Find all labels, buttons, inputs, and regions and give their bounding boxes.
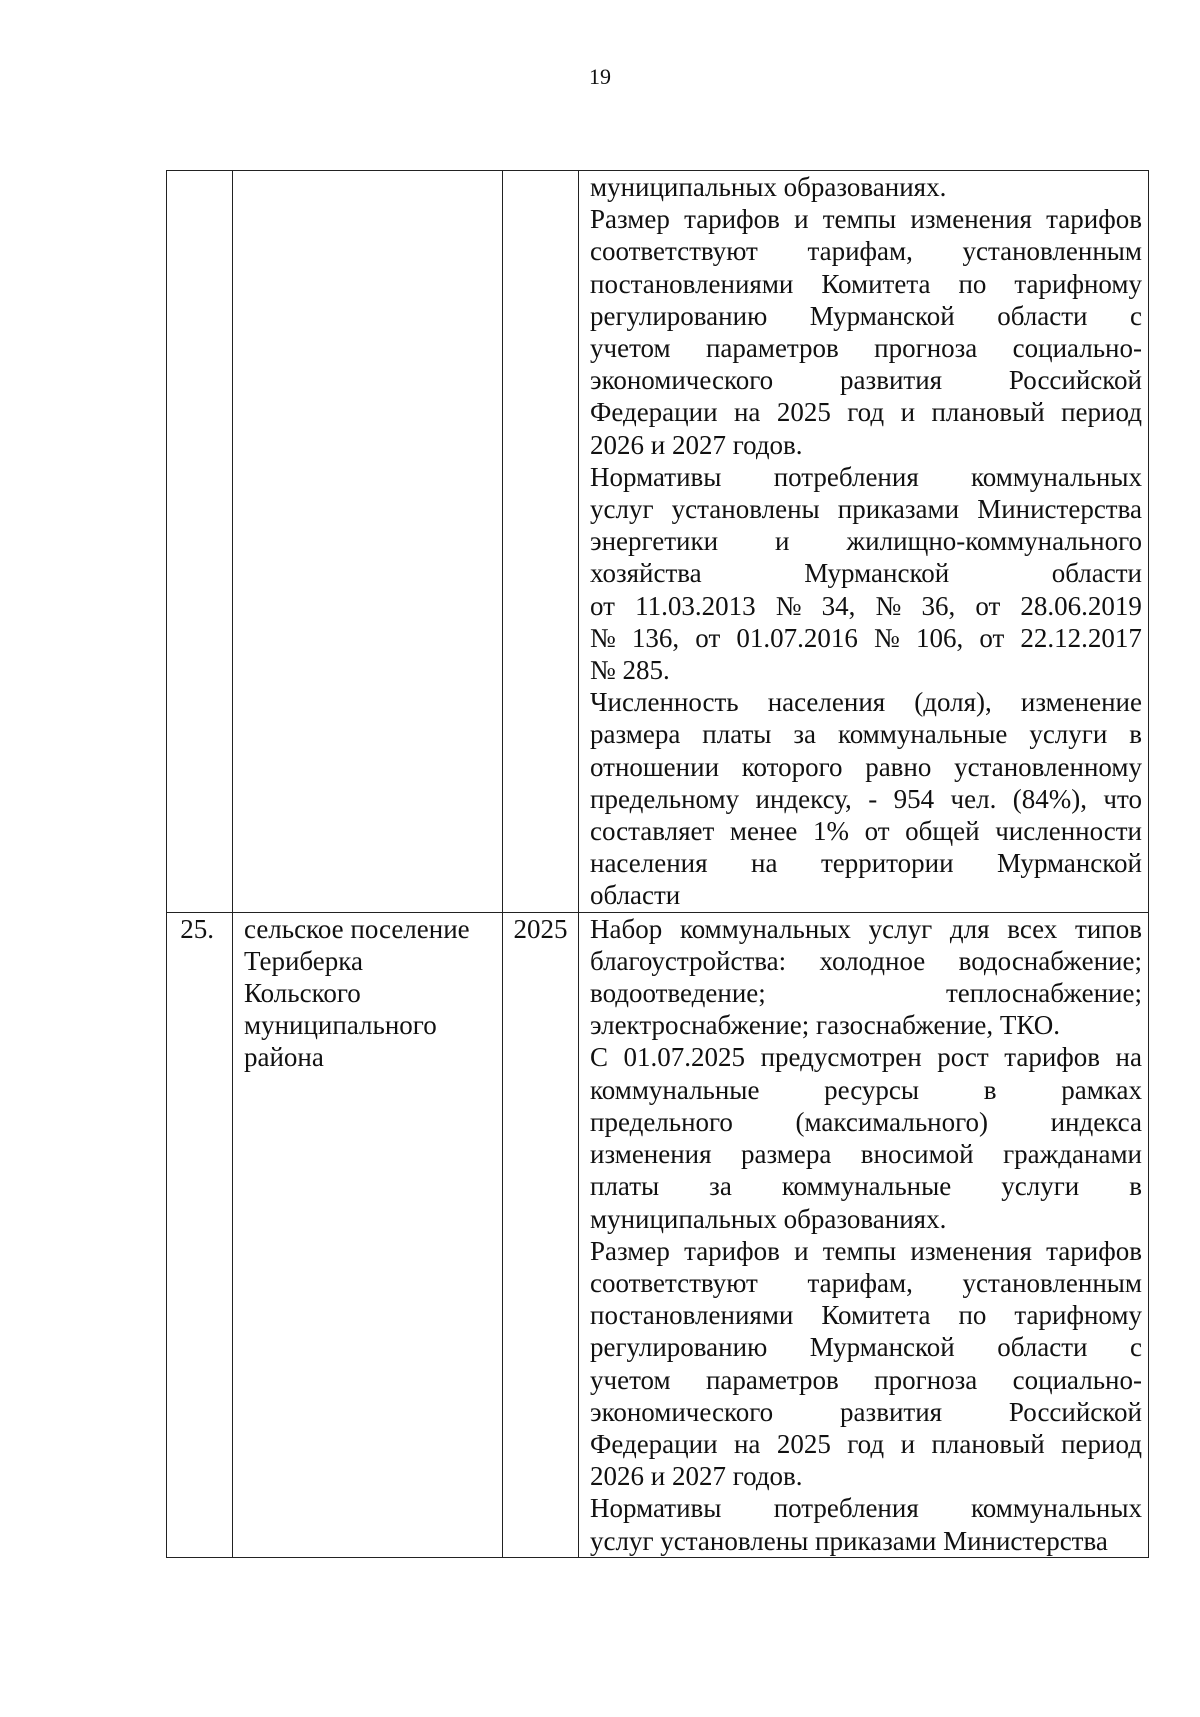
description-word: изменения bbox=[910, 204, 1032, 235]
description-line bbox=[590, 235, 1142, 267]
description-word: индекса bbox=[1050, 1106, 1142, 1137]
description-word: Министерства bbox=[977, 494, 1142, 525]
description-word: и bbox=[900, 1428, 916, 1459]
description-word: 106, bbox=[915, 622, 964, 653]
description-word: Мурманской bbox=[997, 848, 1142, 879]
description-word: на bbox=[733, 1428, 761, 1459]
description-line bbox=[590, 1203, 1142, 1235]
description-word: на bbox=[751, 848, 778, 879]
description-word: в bbox=[1129, 719, 1142, 750]
description-word: - bbox=[868, 783, 878, 814]
description-paragraph bbox=[590, 1041, 1142, 1234]
description-word: коммунальные bbox=[590, 1074, 760, 1105]
description-word: коммунальных bbox=[679, 913, 851, 944]
description-word: составляет bbox=[590, 816, 715, 847]
description-word: тарифов bbox=[1046, 204, 1142, 235]
description-word: коммунальные bbox=[837, 719, 1008, 750]
description-line bbox=[590, 461, 1142, 493]
description-word: по bbox=[958, 1300, 987, 1331]
description-word: год bbox=[847, 1428, 885, 1459]
description-word: чел. bbox=[950, 783, 997, 814]
description-line bbox=[590, 879, 1142, 911]
description-word: общей bbox=[905, 816, 980, 847]
description-word: размера bbox=[741, 1139, 832, 1170]
description-word: Набор bbox=[590, 913, 663, 944]
description-line bbox=[590, 1009, 1142, 1041]
description-word: водоотведение; bbox=[590, 978, 766, 1009]
description-word: области bbox=[997, 1332, 1088, 1363]
description-word: муниципальных образованиях. bbox=[590, 1203, 947, 1234]
description-line bbox=[590, 171, 1142, 203]
table-body bbox=[167, 171, 1149, 1558]
description-word: период bbox=[1061, 397, 1142, 428]
description-word: № bbox=[775, 590, 802, 621]
municipality-name-line: муниципального bbox=[244, 1010, 437, 1041]
description-word: и bbox=[775, 526, 790, 557]
description-word: развития bbox=[840, 365, 943, 396]
description-word: 954 bbox=[893, 783, 935, 814]
description-word: изменение bbox=[1020, 687, 1142, 718]
year-cell: 2025 bbox=[503, 912, 579, 1557]
description-word: рост bbox=[937, 1042, 989, 1073]
description-word: рамках bbox=[1061, 1074, 1142, 1105]
description-word: параметров bbox=[705, 333, 839, 364]
table-row bbox=[167, 912, 1149, 1557]
description-line bbox=[590, 1492, 1142, 1524]
description-word: (максимального) bbox=[795, 1106, 989, 1137]
row-number-cell: 25. bbox=[167, 912, 233, 1557]
description-word: 34, bbox=[821, 590, 856, 621]
description-word: плановый bbox=[931, 397, 1045, 428]
description-word: 2026 и 2027 годов. bbox=[590, 1461, 803, 1492]
description-word: тарифов bbox=[684, 1235, 780, 1266]
description-word: № 285. bbox=[590, 655, 670, 686]
description-word: установлены bbox=[671, 494, 820, 525]
description-word: ресурсы bbox=[824, 1074, 920, 1105]
description-word: в bbox=[983, 1074, 997, 1105]
description-word: Российской bbox=[1008, 365, 1142, 396]
description-line bbox=[590, 1267, 1142, 1299]
description-word: плановый bbox=[931, 1428, 1045, 1459]
description-word: услуги bbox=[1029, 719, 1108, 750]
description-line bbox=[590, 1460, 1142, 1492]
description-word: Российской bbox=[1008, 1396, 1142, 1427]
municipality-name-line: сельское поселение bbox=[244, 913, 470, 944]
description-word: № bbox=[590, 622, 616, 653]
description-word: что bbox=[1103, 783, 1142, 814]
description-word: 136, bbox=[631, 622, 680, 653]
description-line bbox=[590, 203, 1142, 235]
municipality-name-cell bbox=[233, 912, 503, 1557]
description-line bbox=[590, 268, 1142, 300]
description-word: энергетики bbox=[590, 526, 719, 557]
description-word: Размер bbox=[590, 204, 670, 235]
description-word: 01.07.2016 bbox=[736, 622, 858, 653]
description-word: Нормативы bbox=[590, 1493, 722, 1524]
description-word: индексу, bbox=[755, 783, 852, 814]
description-word: всех bbox=[1007, 913, 1058, 944]
description-paragraph bbox=[590, 203, 1142, 461]
description-word: благоустройства: bbox=[590, 945, 787, 976]
description-word: за bbox=[709, 1171, 732, 1202]
description-word: развития bbox=[840, 1396, 943, 1427]
description-word: на bbox=[733, 397, 761, 428]
description-word: тарифному bbox=[1014, 1300, 1142, 1331]
description-line bbox=[590, 332, 1142, 364]
description-word: прогноза bbox=[874, 1364, 978, 1395]
municipality-name-line: Кольского bbox=[244, 978, 361, 1009]
description-paragraph bbox=[590, 461, 1142, 686]
description-word: предельному bbox=[590, 783, 740, 814]
description-line bbox=[590, 815, 1142, 847]
description-word: услуги bbox=[1001, 1171, 1080, 1202]
description-word: постановлениями bbox=[590, 1300, 794, 1331]
description-word: темпы bbox=[822, 1235, 897, 1266]
description-line bbox=[590, 590, 1142, 622]
description-word: 22.12.2017 bbox=[1020, 622, 1142, 653]
description-word: хозяйства bbox=[590, 558, 702, 589]
description-word: тарифов bbox=[1046, 1235, 1142, 1266]
description-word: установленному bbox=[954, 751, 1142, 782]
description-word: услуг bbox=[868, 913, 933, 944]
description-word: типов bbox=[1075, 913, 1142, 944]
description-line bbox=[590, 1074, 1142, 1106]
description-word: размера bbox=[590, 719, 681, 750]
municipality-name-line: района bbox=[244, 1042, 324, 1073]
description-word: от bbox=[975, 590, 1001, 621]
description-word: предельного bbox=[590, 1106, 733, 1137]
description-word: 2025 bbox=[776, 1428, 831, 1459]
description-word: жилищно-коммунального bbox=[846, 526, 1142, 557]
description-word: 1% bbox=[813, 816, 850, 847]
description-paragraph bbox=[590, 1492, 1142, 1556]
description-word: населения bbox=[590, 848, 708, 879]
description-line bbox=[590, 396, 1142, 428]
description-word: потребления bbox=[773, 1493, 919, 1524]
description-word: гражданами bbox=[1003, 1139, 1142, 1170]
description-line bbox=[590, 1170, 1142, 1202]
description-word: теплоснабжение; bbox=[945, 978, 1142, 1009]
description-cell bbox=[579, 171, 1149, 913]
description-word: 2026 и 2027 годов. bbox=[590, 429, 803, 460]
description-word: экономического bbox=[590, 1396, 774, 1427]
description-word: от bbox=[590, 590, 615, 621]
description-word: от bbox=[864, 816, 890, 847]
description-line bbox=[590, 493, 1142, 525]
description-word: С bbox=[590, 1042, 609, 1073]
description-word: Федерации bbox=[590, 397, 718, 428]
description-word: области bbox=[1051, 558, 1142, 589]
year-cell bbox=[503, 171, 579, 913]
description-cell bbox=[579, 912, 1149, 1557]
description-line bbox=[590, 557, 1142, 589]
description-word: которого bbox=[741, 751, 843, 782]
document-table bbox=[166, 170, 1149, 1558]
description-word: с bbox=[1130, 1332, 1142, 1363]
description-word: Мурманской bbox=[809, 1332, 955, 1363]
description-word: по bbox=[958, 268, 987, 299]
description-word: услуг bbox=[590, 1525, 661, 1556]
description-word: платы bbox=[590, 1171, 660, 1202]
description-word: изменения bbox=[910, 1235, 1032, 1266]
description-word: территории bbox=[820, 848, 954, 879]
description-line bbox=[590, 783, 1142, 815]
page-number: 19 bbox=[589, 64, 611, 89]
description-word: тарифов bbox=[1004, 1042, 1101, 1073]
description-word: коммунальные bbox=[781, 1171, 952, 1202]
description-word: за bbox=[793, 719, 817, 750]
description-line bbox=[590, 1525, 1142, 1557]
description-word: для bbox=[949, 913, 990, 944]
description-line bbox=[590, 1396, 1142, 1428]
description-word: и bbox=[794, 204, 809, 235]
description-word: Мурманской bbox=[804, 558, 950, 589]
description-word: Министерства bbox=[943, 1525, 1108, 1556]
description-word: платы bbox=[702, 719, 772, 750]
description-word: Мурманской bbox=[809, 300, 955, 331]
description-line bbox=[590, 945, 1142, 977]
description-line bbox=[590, 686, 1142, 718]
description-word: учетом bbox=[590, 1364, 671, 1395]
description-line bbox=[590, 1138, 1142, 1170]
description-word: установленным bbox=[962, 236, 1142, 267]
description-word: (доля), bbox=[914, 687, 992, 718]
description-word: приказами bbox=[837, 494, 960, 525]
description-word: параметров bbox=[705, 1364, 839, 1395]
description-word: потребления bbox=[773, 461, 919, 492]
description-line bbox=[590, 913, 1142, 945]
description-line bbox=[590, 300, 1142, 332]
description-word: изменения bbox=[590, 1139, 712, 1170]
description-word: области bbox=[997, 300, 1088, 331]
description-word: учетом bbox=[590, 333, 671, 364]
description-word: № bbox=[875, 590, 902, 621]
description-word: темпы bbox=[822, 204, 897, 235]
description-paragraph bbox=[590, 913, 1142, 1042]
description-word: Размер bbox=[590, 1235, 670, 1266]
description-word: и bbox=[794, 1235, 809, 1266]
description-word: отношении bbox=[590, 751, 720, 782]
description-line bbox=[590, 1428, 1142, 1460]
description-word: тарифов bbox=[684, 204, 780, 235]
description-word: муниципальных образованиях. bbox=[590, 172, 947, 202]
description-word: менее bbox=[729, 816, 798, 847]
description-word: Нормативы bbox=[590, 461, 722, 492]
description-word: тарифному bbox=[1014, 268, 1142, 299]
description-word: Комитета bbox=[821, 1300, 931, 1331]
description-word: вносимой bbox=[860, 1139, 974, 1170]
description-line bbox=[590, 1235, 1142, 1267]
description-word: соответствуют bbox=[590, 236, 758, 267]
description-word: прогноза bbox=[874, 333, 978, 364]
description-word: от bbox=[695, 622, 721, 653]
description-word: водоснабжение; bbox=[958, 945, 1142, 976]
description-word: соответствуют bbox=[590, 1267, 758, 1298]
table-row bbox=[167, 171, 1149, 913]
description-line bbox=[590, 847, 1142, 879]
description-word: на bbox=[1115, 1042, 1142, 1073]
description-word: постановлениями bbox=[590, 268, 794, 299]
description-word: 01.07.2025 bbox=[623, 1042, 746, 1073]
description-word: тарифам, bbox=[807, 1267, 913, 1298]
description-word: коммунальных bbox=[971, 1493, 1142, 1524]
description-word: 2025 bbox=[776, 397, 831, 428]
description-word: электроснабжение; газоснабжение, ТКО. bbox=[590, 1010, 1060, 1041]
description-line bbox=[590, 718, 1142, 750]
description-word: 11.03.2013 bbox=[635, 590, 756, 621]
description-word: 28.06.2019 bbox=[1020, 590, 1142, 621]
description-word: тарифам, bbox=[807, 236, 913, 267]
description-word: социально- bbox=[1012, 1364, 1142, 1395]
description-line bbox=[590, 525, 1142, 557]
description-word: период bbox=[1061, 1428, 1142, 1459]
description-line bbox=[590, 364, 1142, 396]
description-word: установленным bbox=[962, 1267, 1142, 1298]
description-word: установлены bbox=[660, 1525, 816, 1556]
description-word: год bbox=[847, 397, 885, 428]
description-word: коммунальных bbox=[971, 461, 1142, 492]
municipality-name-line: Териберка bbox=[244, 945, 363, 976]
description-paragraph bbox=[590, 1235, 1142, 1493]
description-line bbox=[590, 1364, 1142, 1396]
description-word: от bbox=[979, 622, 1005, 653]
description-word: № bbox=[874, 622, 900, 653]
description-word: социально- bbox=[1012, 333, 1142, 364]
description-word: экономического bbox=[590, 365, 774, 396]
description-word: услуг bbox=[590, 494, 654, 525]
description-word: Комитета bbox=[821, 268, 931, 299]
description-word: с bbox=[1130, 300, 1142, 331]
description-line bbox=[590, 1041, 1142, 1073]
description-line bbox=[590, 1331, 1142, 1363]
description-word: 36, bbox=[921, 590, 956, 621]
description-line bbox=[590, 1299, 1142, 1331]
description-word: области bbox=[590, 880, 681, 911]
description-word: регулированию bbox=[590, 300, 768, 331]
description-word: равно bbox=[865, 751, 932, 782]
description-line bbox=[590, 654, 1142, 686]
description-word: численности bbox=[995, 816, 1142, 847]
description-word: (84%), bbox=[1012, 783, 1087, 814]
description-line bbox=[590, 751, 1142, 783]
description-word: регулированию bbox=[590, 1332, 768, 1363]
description-paragraph bbox=[590, 686, 1142, 911]
description-word: предусмотрен bbox=[760, 1042, 922, 1073]
description-line bbox=[590, 622, 1142, 654]
description-word: холодное bbox=[819, 945, 926, 976]
description-line bbox=[590, 977, 1142, 1009]
municipality-name-cell bbox=[233, 171, 503, 913]
description-paragraph bbox=[590, 171, 1142, 203]
description-word: в bbox=[1129, 1171, 1142, 1202]
description-word: приказами bbox=[815, 1525, 944, 1556]
row-number-cell bbox=[167, 171, 233, 913]
description-word: Численность bbox=[590, 687, 739, 718]
description-line bbox=[590, 429, 1142, 461]
description-line bbox=[590, 1106, 1142, 1138]
description-word: населения bbox=[767, 687, 886, 718]
description-word: и bbox=[900, 397, 916, 428]
description-word: Федерации bbox=[590, 1428, 718, 1459]
